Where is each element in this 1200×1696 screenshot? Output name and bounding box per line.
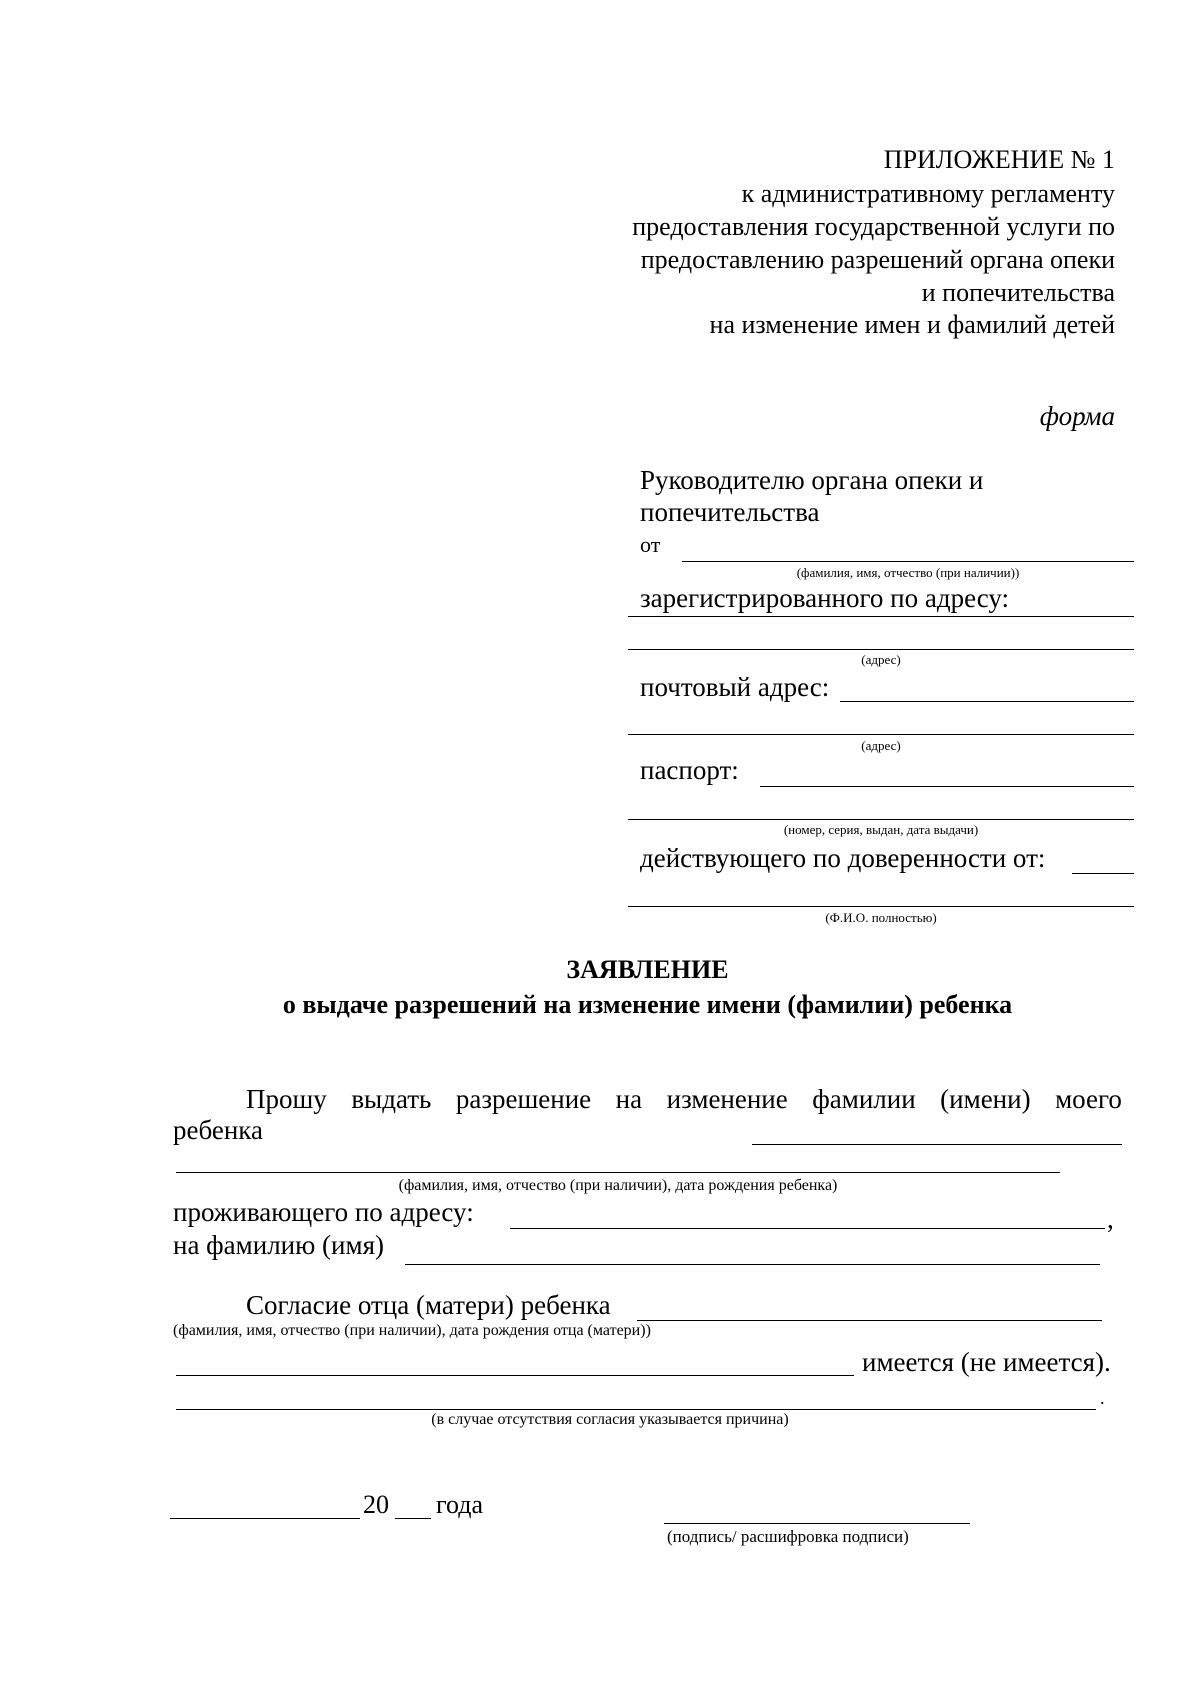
proxy-field[interactable] — [1072, 873, 1134, 874]
appendix-line: и попечительства — [921, 278, 1115, 307]
request-word: (имени) — [940, 1084, 1031, 1114]
passport-label: паспорт: — [640, 755, 739, 785]
registered-address-caption: (адрес) — [861, 652, 901, 667]
applicant-name-field[interactable] — [682, 561, 1134, 562]
period: . — [1100, 1388, 1105, 1408]
postal-address-field-2[interactable] — [628, 734, 1134, 735]
child-name-field[interactable] — [752, 1144, 1122, 1145]
form-label: форма — [1039, 401, 1115, 431]
year-field[interactable] — [395, 1518, 431, 1519]
consent-exists-label: имеется (не имеется). — [862, 1347, 1111, 1377]
request-word: выдать — [351, 1084, 432, 1114]
year-suffix: года — [436, 1490, 484, 1519]
proxy-label: действующего по доверенности от: — [640, 843, 1046, 873]
addressee-line1: Руководителю органа опеки и — [640, 465, 984, 495]
reason-caption: (в случае отсутствия согласия указывается причина) — [431, 1411, 789, 1428]
request-word: изменение — [666, 1084, 788, 1114]
registered-address-field[interactable] — [628, 616, 1134, 617]
appendix-line: на изменение имен и фамилий детей — [709, 310, 1115, 339]
passport-caption: (номер, серия, выдан, дата выдачи) — [783, 822, 979, 837]
parent-caption: (фамилия, имя, отчество (при наличии), дата рождения отца (матери)) — [173, 1322, 651, 1339]
signature-caption: (подпись/ расшифровка подписи) — [667, 1527, 909, 1546]
consent-label: Согласие отца (матери) ребенка — [246, 1290, 611, 1320]
passport-field-2[interactable] — [628, 819, 1134, 820]
request-word: разрешение — [455, 1084, 592, 1114]
reason-field[interactable] — [176, 1409, 1096, 1410]
addressee-line2: попечительства — [640, 497, 820, 527]
request-word: фамилии — [812, 1084, 916, 1114]
registered-label: зарегистрированного по адресу: — [640, 583, 1009, 613]
postal-address-field[interactable] — [840, 701, 1134, 702]
request-word: Прошу — [246, 1084, 327, 1114]
child-name-field-2[interactable] — [176, 1172, 1060, 1173]
passport-field[interactable] — [760, 786, 1134, 787]
document-subtitle: о выдаче разрешений на изменение имени (фамилии) ребенка — [282, 990, 1013, 1019]
registered-address-field-2[interactable] — [628, 649, 1134, 650]
parent-name-field-2[interactable] — [176, 1375, 854, 1376]
postal-address-caption: (адрес) — [861, 738, 901, 753]
new-surname-field[interactable] — [405, 1264, 1100, 1265]
from-label: от — [640, 532, 661, 557]
applicant-name-caption: (фамилия, имя, отчество (при наличии)) — [796, 565, 1020, 580]
appendix-line: предоставления государственной услуги по — [632, 212, 1115, 241]
request-word: моего — [1055, 1084, 1122, 1114]
request-word: на — [615, 1084, 643, 1114]
proxy-caption: (Ф.И.О. полностью) — [825, 910, 937, 925]
signature-field[interactable] — [664, 1523, 970, 1524]
appendix-line: предоставлению разрешений органа опеки — [640, 245, 1115, 274]
year-prefix: 20 — [363, 1490, 389, 1519]
proxy-name-field[interactable] — [628, 906, 1134, 907]
surname-label: на фамилию (имя) — [173, 1230, 384, 1260]
request-line2: ребенка — [173, 1115, 263, 1145]
parent-name-field[interactable] — [637, 1320, 1102, 1321]
document-title: ЗАЯВЛЕНИЕ — [566, 955, 729, 984]
appendix-number: ПРИЛОЖЕНИЕ № 1 — [883, 145, 1115, 174]
appendix-line: к административному регламенту — [741, 179, 1115, 208]
child-caption: (фамилия, имя, отчество (при наличии), дата рождения ребенка) — [398, 1177, 838, 1194]
child-address-field[interactable] — [510, 1228, 1105, 1229]
date-field[interactable] — [170, 1518, 360, 1519]
request-line — [246, 1084, 1122, 1115]
living-label: проживающего по адресу: — [173, 1197, 474, 1227]
postal-label: почтовый адрес: — [640, 672, 830, 702]
comma: , — [1107, 1204, 1114, 1234]
